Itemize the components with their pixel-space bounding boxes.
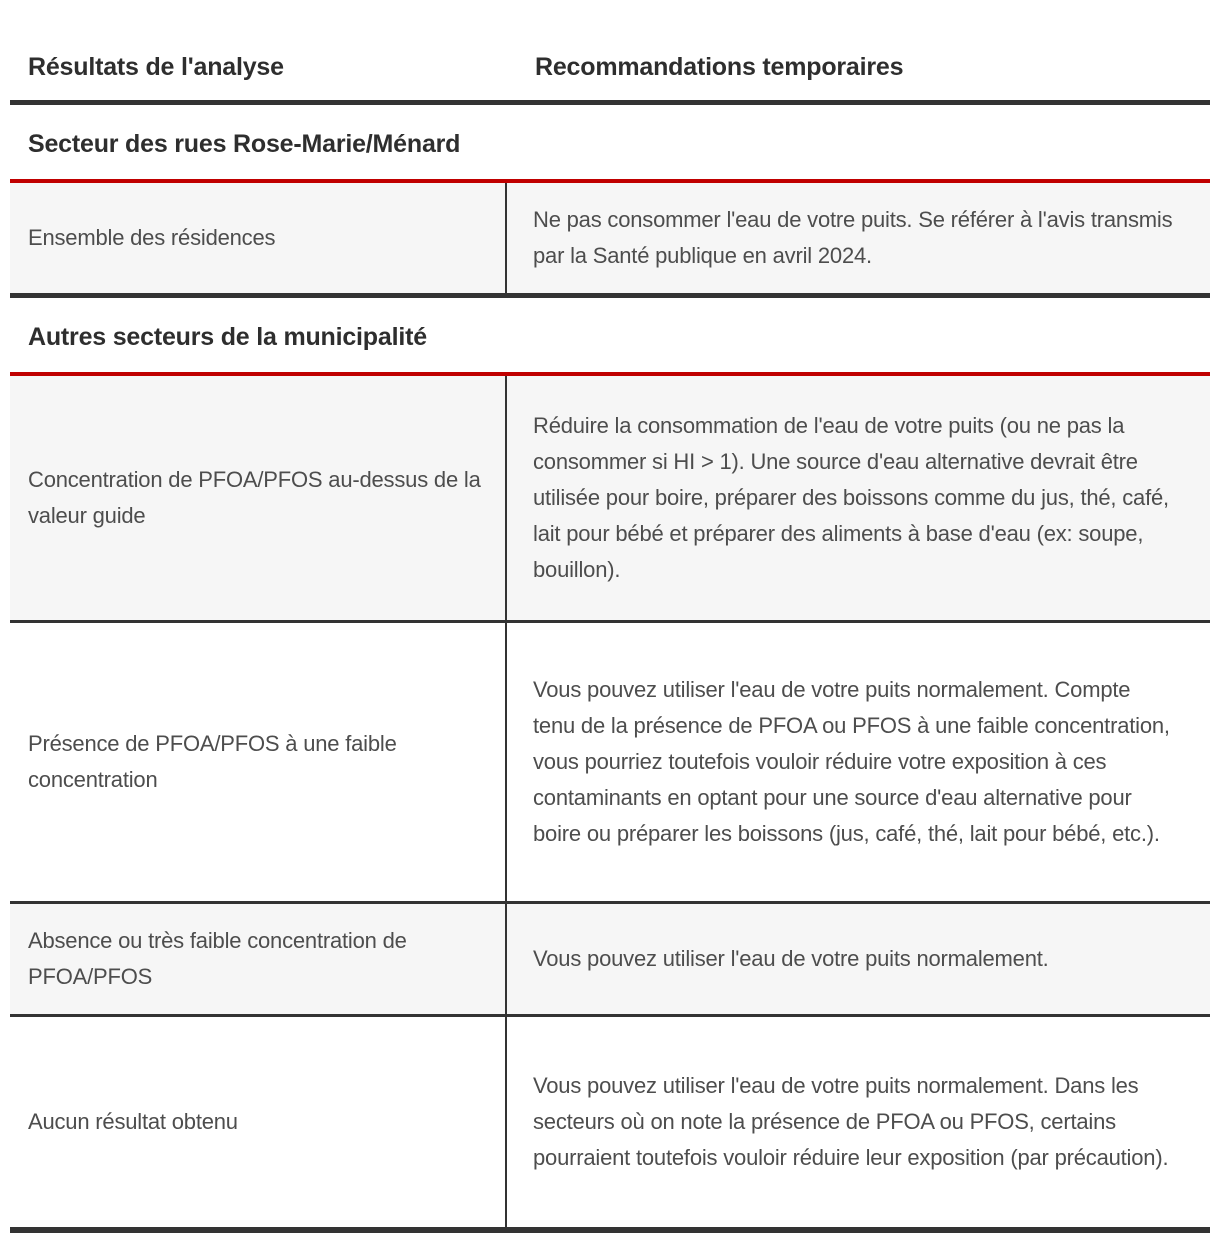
table-row	[10, 1017, 1210, 1227]
recommendation-cell: Vous pouvez utiliser l'eau de votre puits normalement. Dans les secteurs où on note la présence de PFOA ou PFOS, certains pourraient toutefois vouloir réduire leur exposition (par précaution).	[533, 1073, 1169, 1170]
result-cell: Ensemble des résidences	[28, 225, 276, 250]
table-row	[10, 904, 1210, 1014]
recommendation-cell: Ne pas consommer l'eau de votre puits. Se référer à l'avis transmis par la Santé publique en avril 2024.	[533, 207, 1173, 268]
result-cell: Concentration de PFOA/PFOS au-dessus de la valeur guide	[28, 467, 481, 528]
column-header-recommendations: Recommandations temporaires	[535, 53, 904, 81]
table-bottom-rule	[10, 1227, 1210, 1233]
section-title-autres-secteurs: Autres secteurs de la municipalité	[28, 323, 427, 351]
table-header-row	[10, 0, 1210, 84]
table-row	[10, 623, 1210, 901]
recommendation-cell: Réduire la consommation de l'eau de votre puits (ou ne pas la consommer si HI > 1). Une source d'eau alternative devrait être utilisée pour boire, préparer des boissons comme du jus, thé, café, lait pour bébé et préparer des aliments à base d'eau (ex: soupe, bouillon).	[533, 413, 1169, 582]
result-cell: Absence ou très faible concentration de PFOA/PFOS	[28, 928, 407, 989]
column-header-results: Résultats de l'analyse	[28, 53, 284, 81]
result-cell: Présence de PFOA/PFOS à une faible concentration	[28, 731, 397, 792]
recommendation-cell: Vous pouvez utiliser l'eau de votre puits normalement.	[533, 946, 1049, 971]
recommendation-cell: Vous pouvez utiliser l'eau de votre puits normalement. Compte tenu de la présence de PFOA ou PFOS à une faible concentration, vous pourriez toutefois vouloir réduire votre exposition à ces contaminants en optant pour une source d'eau alternative pour boire ou préparer les boissons (jus, café, thé, lait pour bébé, etc.).	[533, 677, 1170, 846]
result-cell: Aucun résultat obtenu	[28, 1109, 238, 1134]
section-title-rose-marie-menard: Secteur des rues Rose-Marie/Ménard	[28, 130, 461, 158]
table-row	[10, 376, 1210, 620]
table-row	[10, 183, 1210, 293]
